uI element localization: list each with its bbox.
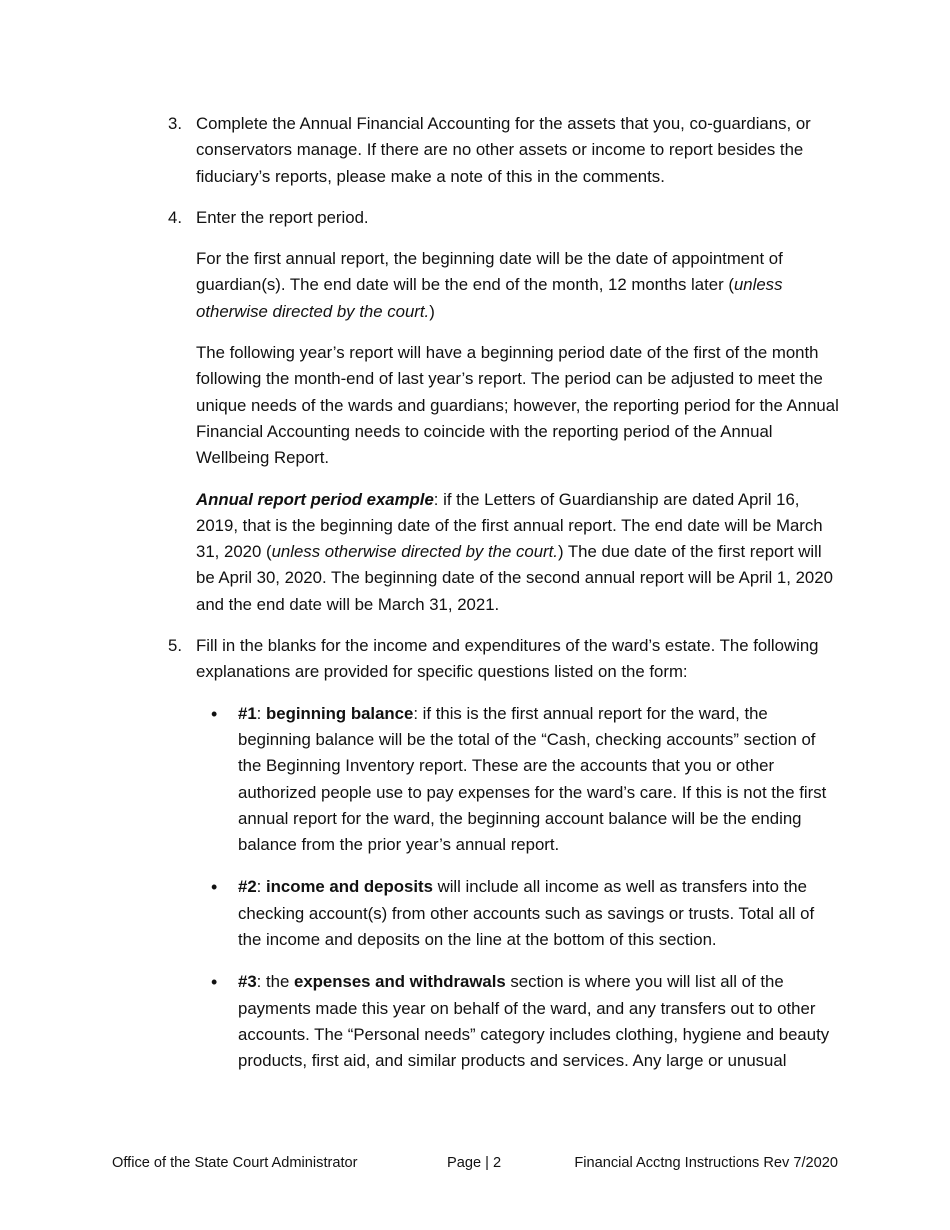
item-text: Fill in the blanks for the income and expenditures of the ward’s estate. The following explanations are provided for specific questions listed on the form: — [196, 636, 819, 682]
example-paragraph: Annual report period example: if the Letters of Guardianship are dated April 16, 2019, that is the beginning date of the first annual report. The end date will be March 31, 2020 (unless otherwise directed by the court.) The due date of the first report will be April 30, 2020. The beginning date of the second annual report will be April 1, 2020 and the end date will be March 31, 2021. — [196, 489, 833, 614]
bullet-item-3: • #3: the expenses and withdrawals section is where you will list all of the payments made this year on behalf of the ward, and any transfers out to other accounts. The “Personal needs” category includes clothing, hygiene and beauty products, first aid, and similar products and services. Any large or unusual — [196, 969, 840, 1074]
bullet-icon: • — [211, 877, 218, 898]
following-year-paragraph: The following year’s report will have a beginning period date of the first of the month following the month-end of last year’s report. The period can be adjusted to meet the unique needs of the wards and guardians; however, the reporting period for the Annual Financial Accounting needs to coincide with the reporting period of the Annual Wellbeing Report. — [196, 343, 839, 468]
item-text: Enter the report period. — [196, 207, 369, 227]
list-item-4 — [168, 205, 840, 618]
bullet-icon: • — [211, 972, 218, 993]
first-report-paragraph: For the first annual report, the beginning date will be the date of appointment of guardian(s). The end date will be the end of the month, 12 months later (unless otherwise directed by the court.) — [196, 249, 783, 321]
bullet-item-2: • #2: income and deposits will include all income as well as transfers into the checking account(s) from other accounts such as savings or trusts. Total all of the income and deposits on the line at the bottom of this section. — [196, 874, 840, 953]
instructions-body — [168, 111, 840, 1090]
bullet-item-1: • #1: beginning balance: if this is the first annual report for the ward, the beginning balance will be the total of the “Cash, checking accounts” section of the Beginning Inventory report. These are the accounts that you or other authorized people use to pay expenses for the ward’s care. If this is not the first annual report for the ward, the beginning account balance will be the ending balance from the prior year’s annual report. — [196, 701, 840, 859]
bullet-term: income and deposits — [266, 877, 433, 897]
item-number: 3. — [168, 114, 182, 133]
footer-revision: Financial Acctng Instructions Rev 7/2020 — [574, 1155, 838, 1171]
item-text: Complete the Annual Financial Accounting for the assets that you, co-guardians, or conservators manage. If there are no other assets or income to report besides the fiduciary’s reports, please make a note of this in the comments. — [196, 114, 811, 186]
page-number: Page | 2 — [447, 1155, 502, 1171]
item-number: 5. — [168, 636, 182, 656]
italic-note: unless otherwise directed by the court. — [271, 542, 558, 562]
list-item-3 — [168, 111, 840, 190]
example-label: Annual report period example — [196, 489, 434, 509]
bullet-icon: • — [211, 703, 218, 724]
bullet-term: expenses and withdrawals — [294, 972, 506, 992]
list-item-5 — [168, 633, 840, 1074]
italic-note: unless otherwise directed by the court. — [196, 275, 783, 321]
footer-office: Office of the State Court Administrator — [112, 1155, 358, 1171]
explanations-list — [196, 701, 840, 1075]
bullet-term: beginning balance — [266, 703, 414, 723]
item-number: 4. — [168, 207, 182, 227]
